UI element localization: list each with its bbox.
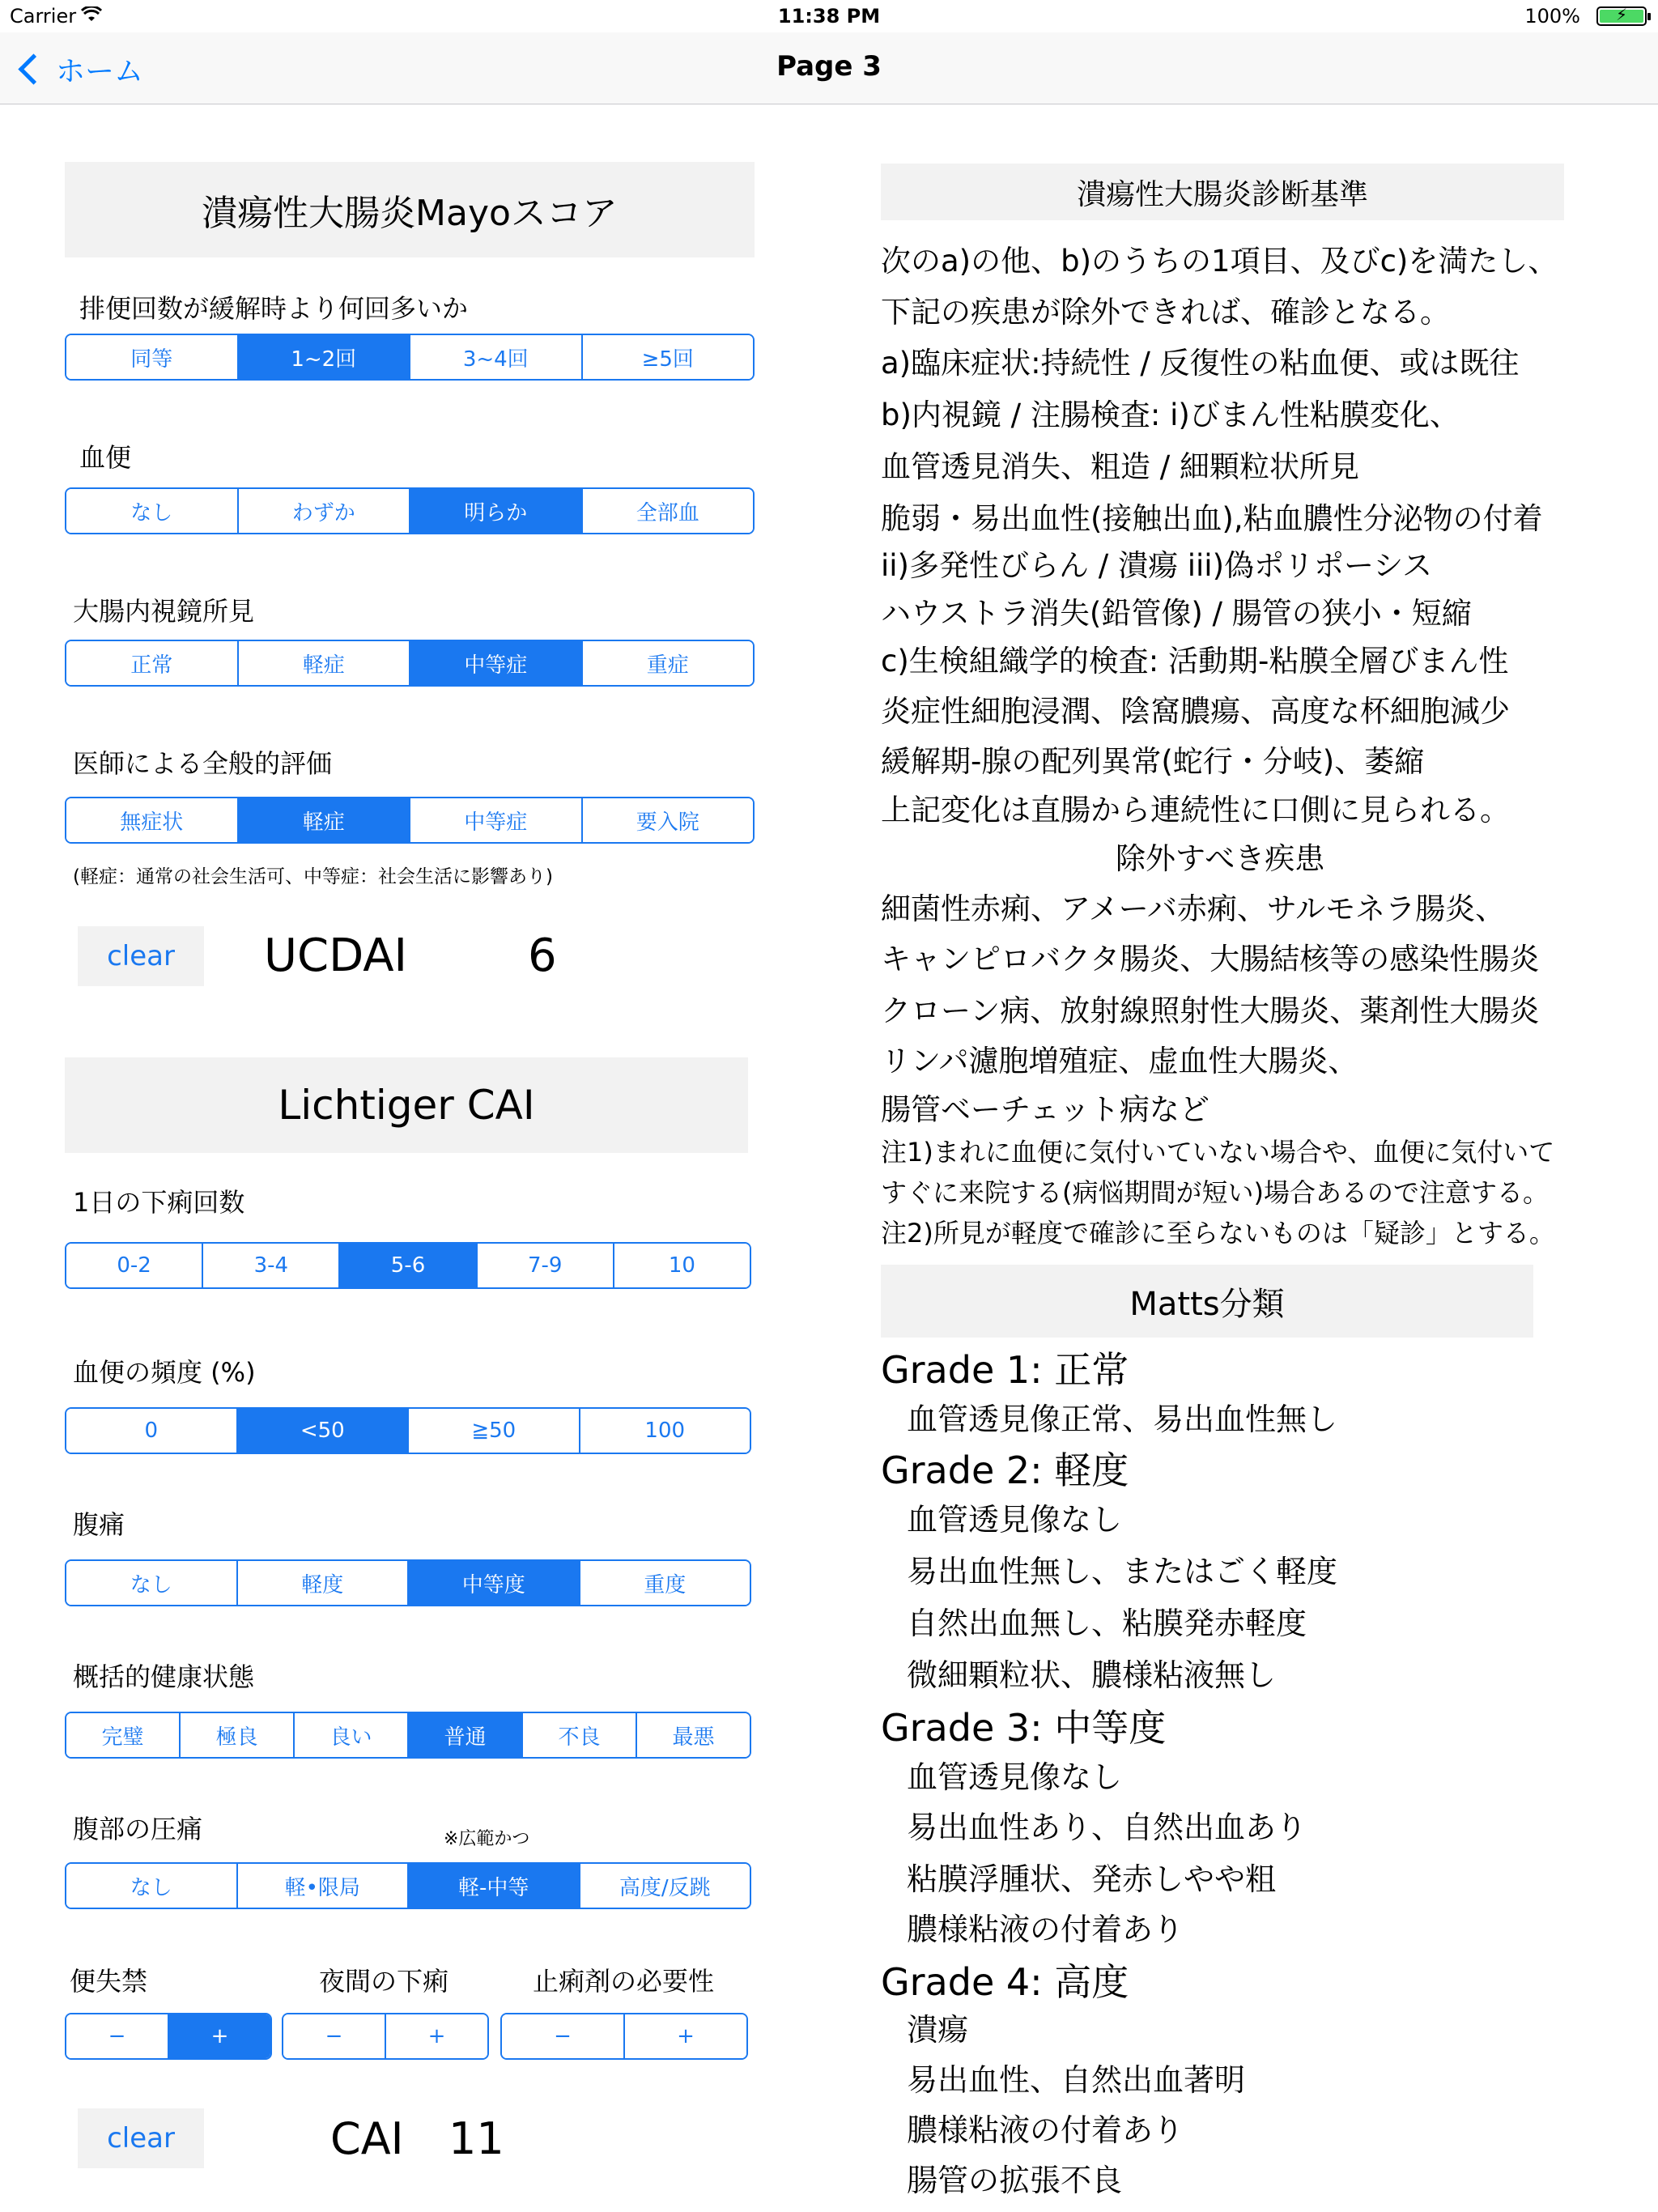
stepper-1-label: 便失禁 (70, 1966, 148, 1997)
criteria-line: ハウストラ消失(鉛管像) / 腸管の狭小・短縮 (881, 596, 1472, 631)
cai-q4-label: 概括的健康状態 (73, 1661, 255, 1692)
mayo-q4-label: 医師による全般的評価 (73, 748, 333, 779)
stepper-2 (282, 2013, 489, 2060)
exclude-line: 腸管ベーチェット病など (881, 1092, 1209, 1127)
mayo-clear-button[interactable]: clear (78, 926, 204, 986)
matts-grade-item: 微細顆粒状、膿様粘液無し (907, 1657, 1277, 1693)
matts-grade-item: 膿様粘液の付着あり (907, 1912, 1184, 1947)
exclude-heading: 除外すべき疾患 (1116, 841, 1325, 876)
criteria-line: 下記の疾患が除外できれば、確診となる。 (881, 295, 1450, 330)
note-line: すぐに来院する(病悩期間が短い)場合あるので注意する。 (881, 1177, 1549, 1208)
matts-grade-item: 自然出血無し、粘膜発赤軽度 (907, 1606, 1307, 1641)
cai-q4-segmented-option[interactable]: 不良 (521, 1713, 636, 1757)
criteria-section-title (881, 164, 1564, 220)
mayo-q3-segmented-option[interactable]: 正常 (66, 641, 237, 685)
criteria-line: 脆弱・易出血性(接触出血),粘血膿性分泌物の付着 (881, 501, 1543, 536)
cai-q1-segmented (65, 1242, 751, 1289)
matts-grade-item: 易出血性あり、自然出血あり (907, 1810, 1307, 1845)
mayo-q1-segmented-option[interactable]: ≥5回 (581, 335, 754, 379)
note-line: 注2)所見が軽度で確診に至らないものは「疑診」とする。 (881, 1218, 1555, 1249)
criteria-line: c)生検組織学的検査: 活動期-粘膜全層びまん性 (881, 644, 1509, 678)
mayo-q4-segmented-option[interactable]: 中等症 (409, 798, 581, 842)
cai-q4-segmented-option[interactable]: 完璧 (66, 1713, 179, 1757)
status-bar (0, 0, 1658, 32)
clock-time: 11:38 PM (777, 5, 881, 28)
mayo-q2-segmented-option[interactable]: 明らか (409, 489, 581, 533)
mayo-q1-segmented-option[interactable]: 1~2回 (237, 335, 410, 379)
stepper-plus-button[interactable]: + (168, 2014, 270, 2058)
cai-q3-segmented-option[interactable]: 中等度 (407, 1561, 579, 1605)
cai-q5-segmented-option[interactable]: 軽-中等 (407, 1864, 579, 1908)
matts-grade-item: 潰瘍 (907, 2012, 969, 2048)
mayo-q3-segmented-option[interactable]: 重症 (581, 641, 754, 685)
mayo-note: (軽症：通常の社会生活可、中等症：社会生活に影響あり) (73, 866, 553, 887)
cai-score: 11 (449, 2113, 504, 2164)
cai-q5-segmented (65, 1862, 751, 1909)
mayo-q1-label: 排便回数が緩解時より何回多いか (79, 293, 469, 324)
exclude-line: キャンピロバクタ腸炎、大腸結核等の感染性腸炎 (881, 942, 1540, 976)
cai-q4-segmented (65, 1712, 751, 1759)
cai-q5-label: 腹部の圧痛 (73, 1814, 203, 1844)
mayo-q3-label: 大腸内視鏡所見 (73, 596, 255, 627)
navigation-bar (0, 32, 1658, 104)
criteria-line: 次のa)の他、b)のうちの1項目、及びc)を満たし、 (881, 244, 1558, 279)
mayo-q3-segmented (65, 640, 755, 687)
exclude-line: 細菌性赤痢、アメーバ赤痢、サルモネラ腸炎、 (881, 891, 1506, 926)
carrier-label: Carrier (10, 5, 77, 28)
cai-title-text: Lichtiger CAI (278, 1082, 535, 1129)
cai-q1-segmented-option[interactable]: 3-4 (202, 1244, 338, 1287)
mayo-q4-segmented-option[interactable]: 要入院 (581, 798, 754, 842)
mayo-q3-segmented-option[interactable]: 中等症 (409, 641, 581, 685)
cai-q4-segmented-option[interactable]: 極良 (179, 1713, 293, 1757)
ucdai-score: 6 (528, 929, 557, 982)
cai-q2-segmented-option[interactable]: ≧50 (407, 1409, 579, 1453)
matts-grade-item: 血管透見像なし (907, 1759, 1123, 1795)
criteria-title-text: 潰瘍性大腸炎診断基準 (1076, 177, 1368, 211)
stepper-3 (500, 2013, 748, 2060)
battery-percent: 100% (1524, 5, 1580, 28)
matts-grade-item: 膿様粘液の付着あり (907, 2112, 1184, 2148)
cai-q3-segmented (65, 1559, 751, 1606)
cai-q4-segmented-option[interactable]: 最悪 (636, 1713, 750, 1757)
cai-q4-segmented-option[interactable]: 普通 (407, 1713, 521, 1757)
matts-title-text: Matts分類 (1129, 1285, 1285, 1323)
matts-grade-item: 易出血性無し、またはごく軽度 (907, 1554, 1338, 1589)
mayo-q4-segmented-option[interactable]: 軽症 (237, 798, 410, 842)
mayo-q2-segmented-option[interactable]: 全部血 (581, 489, 754, 533)
page-title: Page 3 (776, 50, 882, 83)
mayo-q2-segmented-option[interactable]: なし (66, 489, 237, 533)
cai-q2-segmented-option[interactable]: 100 (579, 1409, 750, 1453)
mayo-section-title (65, 162, 755, 257)
criteria-line: 上記変化は直腸から連続性に口側に見られる。 (881, 793, 1510, 827)
cai-q2-segmented-option[interactable]: 0 (66, 1409, 236, 1453)
back-button-label: ホーム (56, 55, 144, 88)
exclude-line: リンパ濾胞増殖症、虚血性大腸炎、 (881, 1044, 1358, 1078)
stepper-plus-button[interactable]: + (623, 2014, 746, 2058)
stepper-minus-button[interactable]: − (283, 2014, 385, 2058)
mayo-q1-segmented-option[interactable]: 3~4回 (409, 335, 581, 379)
cai-q3-segmented-option[interactable]: 軽度 (236, 1561, 408, 1605)
cai-q1-segmented-option[interactable]: 5-6 (338, 1244, 475, 1287)
cai-q5-note: ※広範かつ (444, 1829, 530, 1849)
matts-grade-title: Grade 4: 高度 (881, 1960, 1129, 2004)
cai-q4-segmented-option[interactable]: 良い (293, 1713, 407, 1757)
cai-q1-label: 1日の下痢回数 (73, 1187, 245, 1218)
matts-grade-title: Grade 3: 中等度 (881, 1706, 1167, 1750)
matts-grade-item: 血管透見像なし (907, 1502, 1123, 1538)
matts-section-title (881, 1265, 1533, 1338)
matts-grade-item: 易出血性、自然出血著明 (907, 2062, 1246, 2098)
criteria-line: 炎症性細胞浸潤、陰窩膿瘍、高度な杯細胞減少 (881, 694, 1510, 729)
stepper-plus-button[interactable]: + (385, 2014, 487, 2058)
mayo-q2-label: 血便 (79, 442, 132, 473)
mayo-q1-segmented (65, 334, 755, 381)
mayo-q1-segmented-option[interactable]: 同等 (66, 335, 237, 379)
cai-q5-segmented-option[interactable]: 軽•限局 (236, 1864, 408, 1908)
matts-grade-title: Grade 1: 正常 (881, 1348, 1129, 1392)
criteria-line: b)内視鏡 / 注腸検査: i)びまん性粘膜変化、 (881, 398, 1460, 432)
ucdai-label: UCDAI (264, 929, 408, 982)
stepper-3-label: 止痢剤の必要性 (533, 1966, 715, 1997)
mayo-q4-segmented (65, 797, 755, 844)
matts-grade-title: Grade 2: 軽度 (881, 1448, 1129, 1492)
criteria-line: a)臨床症状:持続性 / 反復性の粘血便、或は既往 (881, 346, 1520, 381)
cai-label: CAI (330, 2113, 404, 2164)
cai-q2-segmented-option[interactable]: <50 (236, 1409, 408, 1453)
criteria-line: 緩解期-腺の配列異常(蛇行・分岐)、萎縮 (881, 744, 1425, 779)
matts-grade-item: 腸管の拡張不良 (907, 2163, 1123, 2198)
stepper-1 (65, 2013, 272, 2060)
criteria-line: ii)多発性びらん / 潰瘍 iii)偽ポリポーシス (881, 548, 1433, 583)
exclude-line: クローン病、放射線照射性大腸炎、薬剤性大腸炎 (881, 993, 1540, 1028)
cai-q2-label: 血便の頻度 (%) (73, 1357, 256, 1388)
stepper-minus-button[interactable]: − (502, 2014, 623, 2058)
mayo-q2-segmented (65, 487, 755, 534)
cai-q5-segmented-option[interactable]: なし (66, 1864, 236, 1908)
cai-q3-segmented-option[interactable]: 重度 (579, 1561, 750, 1605)
mayo-q3-segmented-option[interactable]: 軽症 (237, 641, 410, 685)
cai-q3-label: 腹痛 (73, 1509, 125, 1540)
cai-q2-segmented (65, 1407, 751, 1454)
stepper-minus-button[interactable]: − (66, 2014, 168, 2058)
cai-q1-segmented-option[interactable]: 0-2 (66, 1244, 202, 1287)
stepper-2-label: 夜間の下痢 (319, 1966, 449, 1997)
matts-grade-item: 粘膜浮腫状、発赤しやや粗 (907, 1861, 1277, 1897)
mayo-q4-segmented-option[interactable]: 無症状 (66, 798, 237, 842)
cai-section-title (65, 1057, 748, 1153)
note-line: 注1)まれに血便に気付いていない場合や、血便に気付いて (881, 1137, 1555, 1168)
cai-q3-segmented-option[interactable]: なし (66, 1561, 236, 1605)
cai-q1-segmented-option[interactable]: 7-9 (476, 1244, 613, 1287)
criteria-line: 血管透見消失、粗造 / 細顆粒状所見 (881, 449, 1359, 484)
cai-clear-button[interactable]: clear (78, 2108, 204, 2168)
mayo-title-text: 潰瘍性大腸炎Mayoスコア (202, 193, 618, 234)
battery-icon: ⚡ (1596, 6, 1647, 26)
cai-q5-segmented-option[interactable]: 高度/反跳 (579, 1864, 750, 1908)
mayo-q2-segmented-option[interactable]: わずか (237, 489, 410, 533)
matts-grade-item: 血管透見像正常、易出血性無し (907, 1402, 1338, 1437)
cai-q1-segmented-option[interactable]: 10 (613, 1244, 750, 1287)
